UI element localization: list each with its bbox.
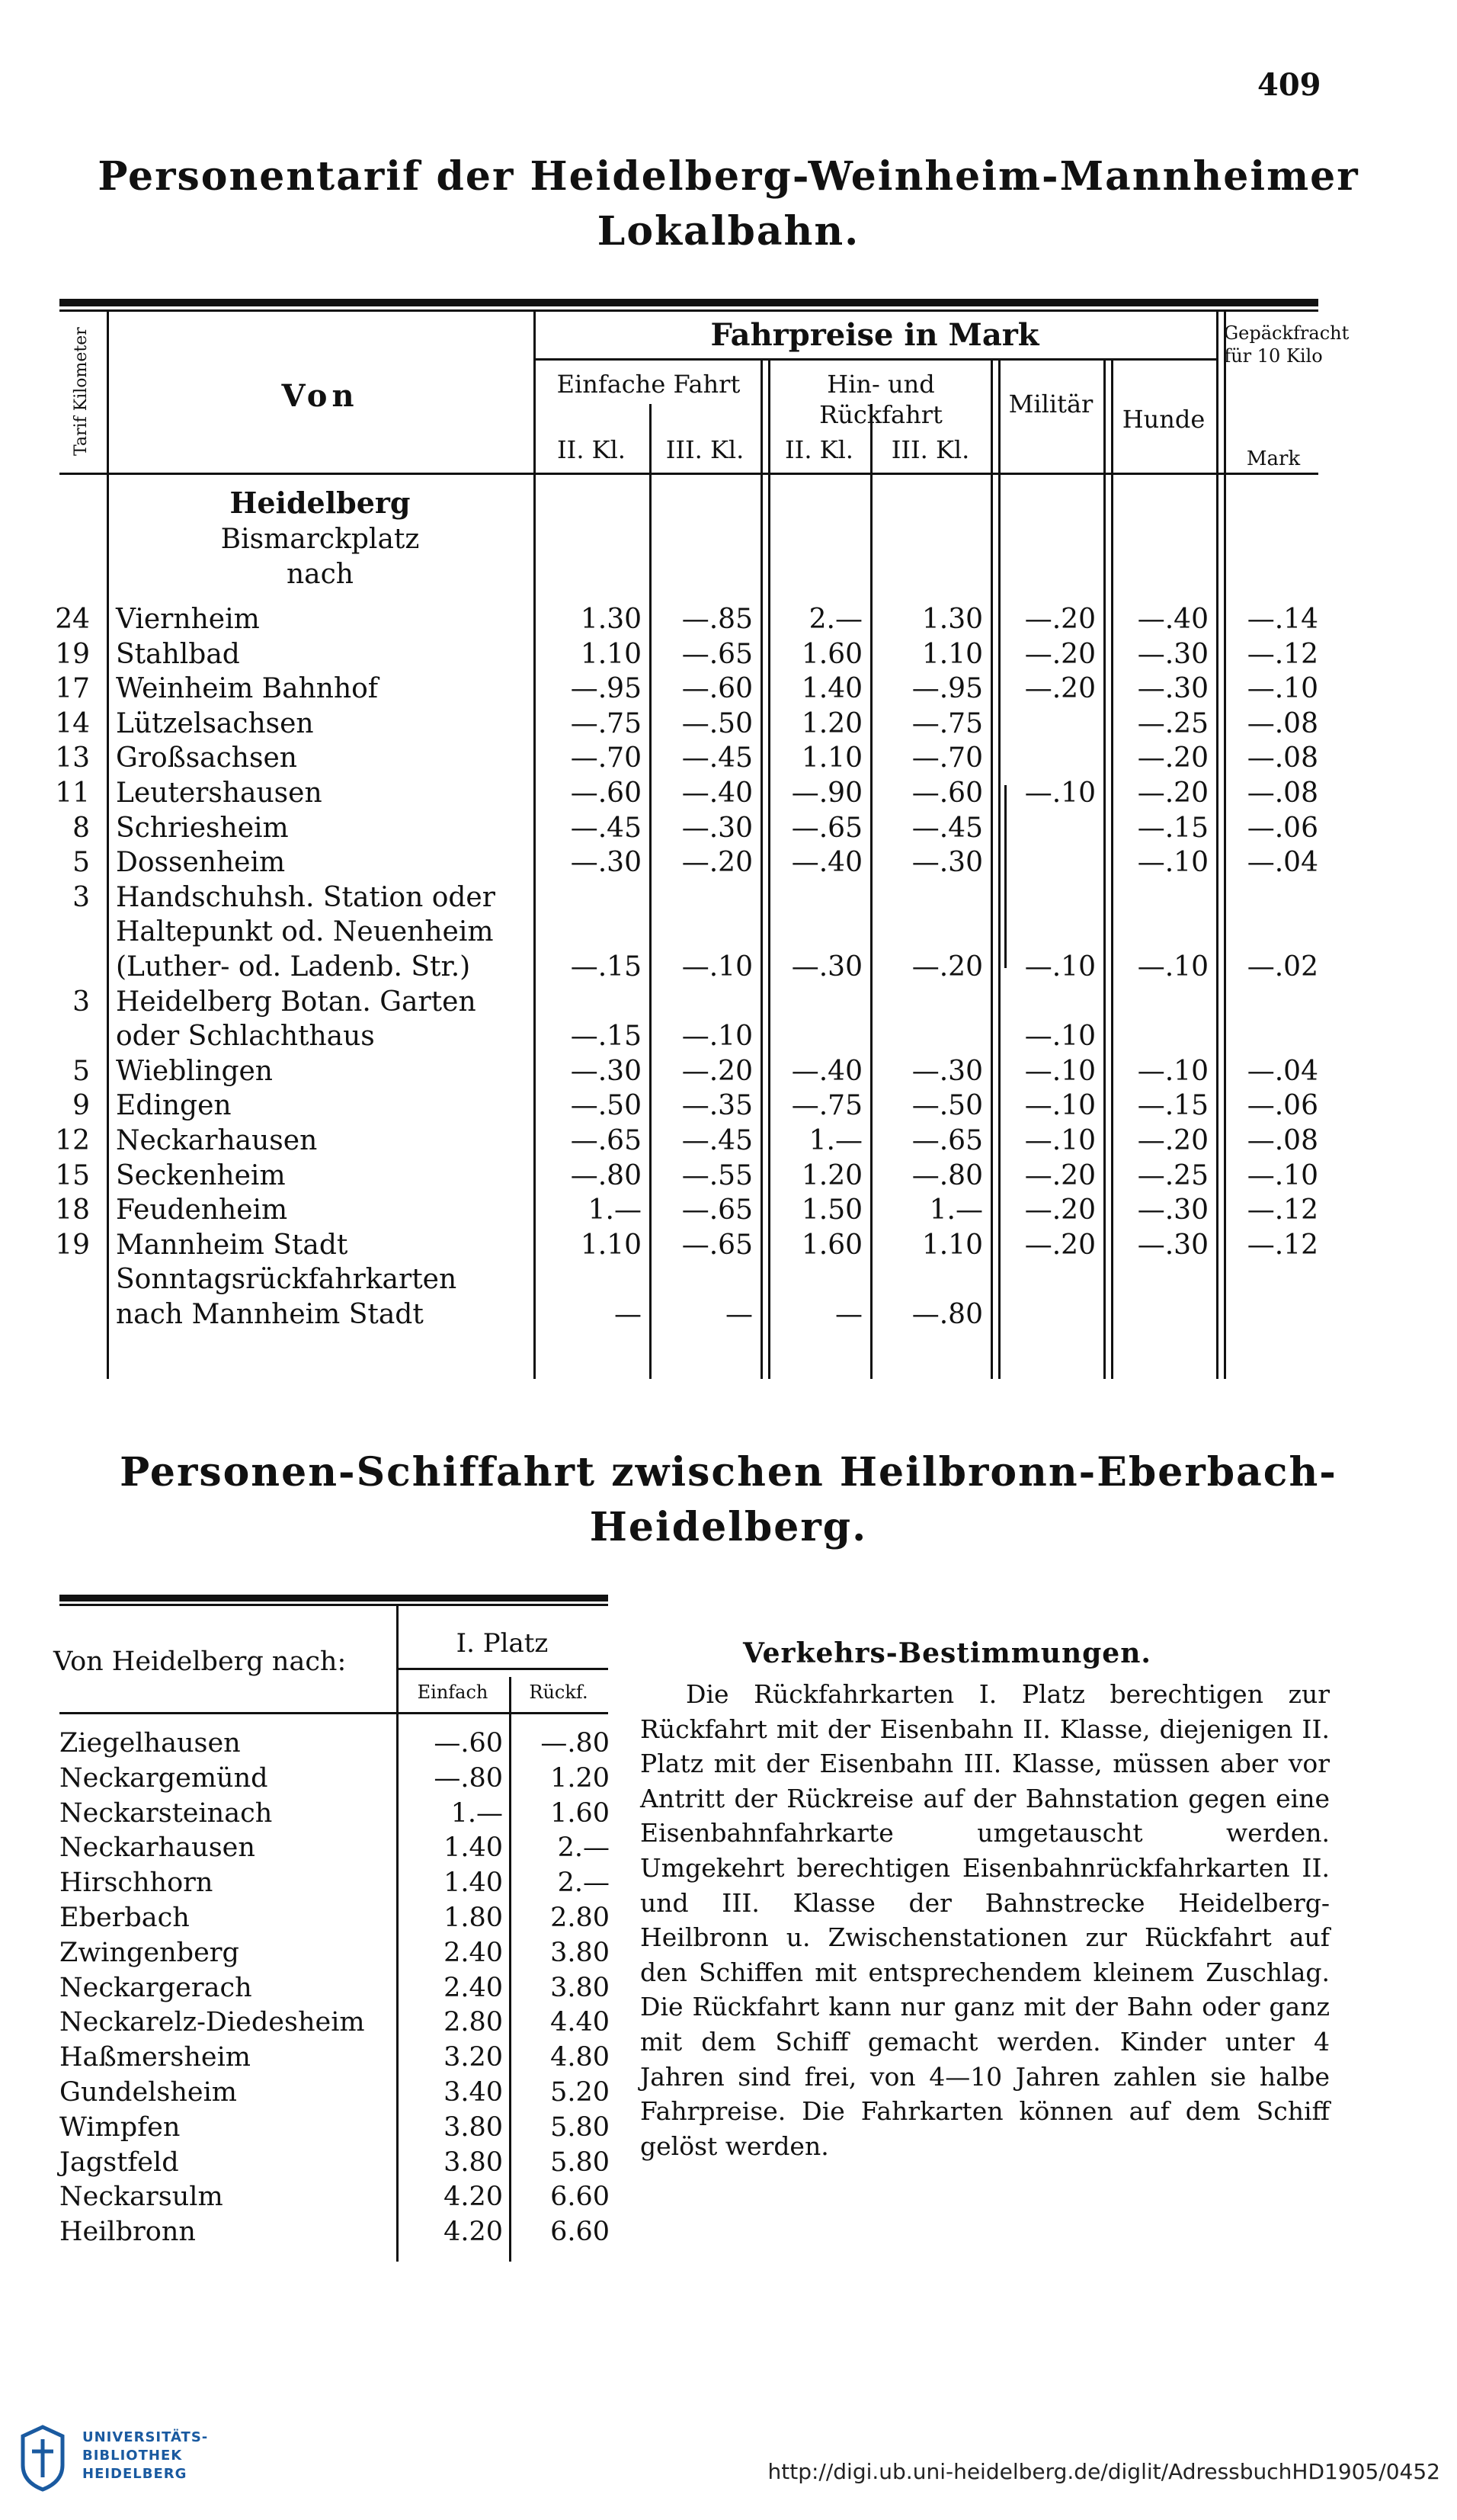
tariff-price-h3: —.95 xyxy=(911,673,983,705)
tariff-price-gep: —.08 xyxy=(1247,707,1318,739)
tariff-price-h2: 1.20 xyxy=(801,707,863,739)
tariff-station: Großsachsen xyxy=(116,742,297,774)
ship-price-rueck: 2.— xyxy=(557,1868,610,1899)
tariff-price-e3: —.60 xyxy=(681,673,753,705)
tariff-price-e2: 1.10 xyxy=(580,1229,642,1261)
tariff-price-e2: — xyxy=(614,1299,642,1330)
ship-price-rueck: 1.20 xyxy=(550,1762,610,1794)
tariff-station: Leutershausen xyxy=(116,777,322,809)
tariff-price-e2: —.15 xyxy=(570,951,642,983)
tariff-station: Wieblingen xyxy=(116,1055,273,1087)
tariff-km: 5 xyxy=(72,847,90,879)
tariff-price-gep: —.06 xyxy=(1247,1090,1318,1122)
ship-destination: Neckarsulm xyxy=(59,2182,223,2213)
ship-price-rueck: —.80 xyxy=(540,1728,610,1759)
tariff-price-gep: —.08 xyxy=(1247,742,1318,774)
tariff-price-hunde: —.30 xyxy=(1137,638,1209,670)
tariff-row xyxy=(53,1228,1341,1263)
ship-row xyxy=(53,1865,632,1900)
tariff-row xyxy=(53,1019,1341,1054)
ship-price-rueck: 6.60 xyxy=(550,2182,610,2213)
tariff-price-e2: —.65 xyxy=(570,1125,642,1156)
ship-header-rule xyxy=(59,1712,608,1714)
origin-bismarckplatz: Bismarckplatz xyxy=(220,524,420,555)
tariff-price-mil: —.10 xyxy=(1024,1125,1096,1156)
ship-price-rueck: 3.80 xyxy=(550,1937,610,1968)
tariff-row xyxy=(53,1054,1341,1089)
ship-header-rueck: Rückf. xyxy=(529,1682,588,1703)
tariff-price-e2: —.95 xyxy=(570,673,642,705)
tariff-price-e3: — xyxy=(725,1299,753,1330)
ship-top-rule xyxy=(59,1595,608,1601)
origin-heidelberg: Heidelberg xyxy=(229,486,411,520)
verkehr-text: Die Rückfahrkarten I. Platz berechtigen zur Rückfahrt mit der Eisenbahn II. Klasse, diejenigen II. Platz mit der Eisenbahn III. Klasse, müssen aber vor Antritt der Rückreise auf der Bahnstation gegen eine Eisenbahnfahrkarte umgetauscht werden. Umgekehrt berechtigen Eisenbahnrückfahrkarten II. und III. Klasse der Bahnstrecke Heidelberg-Heilbronn u. Zwischenstationen zur Rückfahrt auf den Schiffen mit entsprechendem kleinem Zuschlag. Die Rückfahrt kann nur ganz mit der Bahn oder ganz mit dem Schiff gemacht werden. Kinder unter 4 Jahren sind frei, von 4—10 Jahren zahlen sie halbe Fahrpreise. Die Fahrkarten können auf dem Schiff gelöst werden. xyxy=(640,1679,1330,2161)
ship-price-einfach: 4.20 xyxy=(444,2182,503,2213)
ship-price-rueck: 2.— xyxy=(557,1832,610,1864)
tariff-title-line2: Lokalbahn. xyxy=(597,208,860,255)
tariff-top-rule xyxy=(59,299,1318,306)
library-logo-icon xyxy=(12,2421,73,2494)
ship-destination: Ziegelhausen xyxy=(59,1728,241,1759)
tariff-station: Handschuhsh. Station oder xyxy=(116,881,495,913)
tariff-km: 12 xyxy=(55,1125,90,1156)
tariff-price-mil: —.10 xyxy=(1024,777,1096,809)
tariff-price-h2: —.30 xyxy=(791,951,863,983)
tariff-price-e2: 1.— xyxy=(588,1194,642,1226)
tariff-station: Dossenheim xyxy=(116,847,286,879)
tariff-price-mil: —.20 xyxy=(1024,1229,1096,1261)
header-bottom-rule xyxy=(59,473,1318,475)
ship-row xyxy=(53,1970,632,2005)
library-line1: UNIVERSITÄTS- xyxy=(82,2429,209,2445)
fahrpreise-rule xyxy=(533,358,1216,361)
header-fahrpreise: Fahrpreise in Mark xyxy=(710,317,1039,353)
tariff-km: 5 xyxy=(72,1055,90,1087)
tariff-km: 11 xyxy=(55,777,90,809)
tariff-row xyxy=(53,1088,1341,1124)
tariff-row xyxy=(53,950,1341,985)
ship-row xyxy=(53,2179,632,2214)
tariff-price-h3: —.80 xyxy=(911,1159,983,1191)
tariff-km: 13 xyxy=(55,742,90,774)
tariff-km: 19 xyxy=(55,638,90,670)
ship-destination: Neckargerach xyxy=(59,1972,252,2003)
ship-price-einfach: 1.40 xyxy=(444,1832,503,1864)
tariff-row xyxy=(53,1262,1341,1297)
tariff-price-e2: —.30 xyxy=(570,847,642,879)
tariff-station: Lützelsachsen xyxy=(116,707,314,739)
ship-destination: Neckarsteinach xyxy=(59,1797,273,1829)
header-einfache: Einfache Fahrt xyxy=(556,370,741,399)
tariff-price-gep: —.04 xyxy=(1247,1055,1318,1087)
tariff-price-e3: —.45 xyxy=(681,742,753,774)
ship-price-einfach: 2.40 xyxy=(444,1937,503,1968)
tariff-km: 3 xyxy=(72,986,90,1018)
tariff-station: Edingen xyxy=(116,1090,232,1122)
verkehr-heading: Verkehrs-Bestimmungen. xyxy=(743,1637,1151,1669)
ship-destination: Neckarelz-Diedesheim xyxy=(59,2007,365,2038)
tariff-km: 14 xyxy=(55,707,90,739)
tariff-km: 9 xyxy=(72,1090,90,1122)
tariff-price-gep: —.12 xyxy=(1247,1194,1318,1226)
tariff-station: oder Schlachthaus xyxy=(116,1021,375,1053)
header-hin-rueck: Hin- und Rückfahrt xyxy=(819,370,943,429)
tariff-title-line1: Personentarif der Heidelberg-Weinheim-Mannheimer xyxy=(98,153,1359,200)
tariff-price-e3: —.50 xyxy=(681,707,753,739)
tariff-price-e2: —.45 xyxy=(570,812,642,844)
ship-price-einfach: 2.40 xyxy=(444,1972,503,2003)
ship-row xyxy=(53,2075,632,2110)
header-hunde: Hunde xyxy=(1122,405,1206,434)
tariff-price-hunde: —.15 xyxy=(1137,1090,1209,1122)
ship-destination: Eberbach xyxy=(59,1903,190,1933)
tariff-row xyxy=(53,741,1341,776)
ship-price-einfach: 3.80 xyxy=(444,2146,503,2178)
tariff-price-hunde: —.30 xyxy=(1137,1229,1209,1261)
tariff-price-mil: —.10 xyxy=(1024,1021,1096,1053)
tariff-station: Weinheim Bahnhof xyxy=(116,673,379,705)
ship-row xyxy=(53,2110,632,2145)
ship-top-rule-thin xyxy=(59,1604,608,1606)
tariff-price-mil: —.10 xyxy=(1024,1055,1096,1087)
ship-title-line1: Personen-Schiffahrt zwischen Heilbronn-Eberbach- xyxy=(120,1449,1337,1496)
library-line2: BIBLIOTHEK xyxy=(82,2448,183,2464)
tariff-price-h3: —.75 xyxy=(911,707,983,739)
tariff-row xyxy=(53,845,1341,880)
ship-row xyxy=(53,1935,632,1970)
tariff-price-h2: 1.60 xyxy=(801,638,863,670)
ship-header-von: Von Heidelberg nach: xyxy=(53,1646,347,1677)
tariff-price-e3: —.65 xyxy=(681,1229,753,1261)
tariff-km: 15 xyxy=(55,1159,90,1191)
ship-platz-rule xyxy=(396,1668,608,1670)
tariff-price-h2: —.75 xyxy=(791,1090,863,1122)
tariff-price-mil: —.20 xyxy=(1024,673,1096,705)
tariff-price-h3: —.30 xyxy=(911,1055,983,1087)
tariff-price-e2: —.15 xyxy=(570,1021,642,1053)
ship-price-einfach: 2.80 xyxy=(444,2007,503,2038)
tariff-price-hunde: —.10 xyxy=(1137,1055,1209,1087)
tariff-station: Neckarhausen xyxy=(116,1125,318,1156)
source-url[interactable]: http://digi.ub.uni-heidelberg.de/diglit/AdressbuchHD1905/0452 xyxy=(767,2459,1440,2484)
tariff-price-hunde: —.25 xyxy=(1137,707,1209,739)
tariff-price-e2: —.70 xyxy=(570,742,642,774)
tariff-price-hunde: —.30 xyxy=(1137,673,1209,705)
tariff-station: nach Mannheim Stadt xyxy=(116,1299,424,1330)
tariff-price-gep: —.12 xyxy=(1247,1229,1318,1261)
tariff-station: (Luther- od. Ladenb. Str.) xyxy=(116,951,471,983)
tariff-km: 3 xyxy=(72,881,90,913)
tariff-price-hunde: —.40 xyxy=(1137,604,1209,635)
ship-row xyxy=(53,1726,632,1761)
tariff-price-h3: 1.10 xyxy=(921,638,983,670)
tariff-price-e3: —.35 xyxy=(681,1090,753,1122)
tariff-station: Viernheim xyxy=(116,604,260,635)
tariff-price-gep: —.08 xyxy=(1247,777,1318,809)
tariff-row xyxy=(53,1297,1341,1332)
tariff-price-hunde: —.25 xyxy=(1137,1159,1209,1191)
ship-row xyxy=(53,1761,632,1796)
tariff-price-gep: —.02 xyxy=(1247,951,1318,983)
tariff-price-h2: 1.— xyxy=(809,1125,863,1156)
tariff-price-h3: —.30 xyxy=(911,847,983,879)
tariff-price-hunde: —.15 xyxy=(1137,812,1209,844)
tariff-price-h2: 1.20 xyxy=(801,1159,863,1191)
tariff-price-h2: —.65 xyxy=(791,812,863,844)
tariff-station: Sonntagsrückfahrkarten xyxy=(116,1264,457,1296)
tariff-price-hunde: —.10 xyxy=(1137,951,1209,983)
tariff-price-h2: 1.50 xyxy=(801,1194,863,1226)
ship-price-rueck: 2.80 xyxy=(550,1903,610,1933)
tariff-price-mil: —.20 xyxy=(1024,1194,1096,1226)
ship-row xyxy=(53,2145,632,2180)
tariff-price-gep: —.12 xyxy=(1247,638,1318,670)
tariff-row xyxy=(53,1124,1341,1159)
militaer-bracket xyxy=(1004,785,1013,968)
tariff-station: Feudenheim xyxy=(116,1194,288,1226)
header-h-kl3: III. Kl. xyxy=(891,435,970,464)
ship-row xyxy=(53,2005,632,2040)
tariff-price-e3: —.10 xyxy=(681,1021,753,1053)
tariff-row xyxy=(53,672,1341,707)
ship-destination: Wimpfen xyxy=(59,2111,181,2143)
tariff-price-mil: —.10 xyxy=(1024,1090,1096,1122)
tariff-row xyxy=(53,776,1341,811)
tariff-price-e3: —.20 xyxy=(681,1055,753,1087)
tariff-price-mil: —.10 xyxy=(1024,951,1096,983)
tariff-station: Seckenheim xyxy=(116,1159,286,1191)
tariff-price-h3: 1.10 xyxy=(921,1229,983,1261)
tariff-km: 19 xyxy=(55,1229,90,1261)
ship-price-einfach: 3.40 xyxy=(444,2077,503,2108)
tariff-price-mil: —.20 xyxy=(1024,638,1096,670)
ship-price-rueck: 5.20 xyxy=(550,2077,610,2108)
tariff-row xyxy=(53,1193,1341,1228)
tariff-station: Stahlbad xyxy=(116,638,240,670)
ship-row xyxy=(53,2040,632,2075)
tariff-row xyxy=(53,985,1341,1020)
tariff-price-mil: —.20 xyxy=(1024,1159,1096,1191)
header-militaer: Militär xyxy=(1008,390,1094,418)
tariff-price-e3: —.40 xyxy=(681,777,753,809)
ship-row xyxy=(53,1900,632,1935)
tariff-station: Haltepunkt od. Neuenheim xyxy=(116,916,494,948)
tariff-row xyxy=(53,880,1341,915)
ship-row xyxy=(53,1796,632,1831)
tariff-price-e2: —.80 xyxy=(570,1159,642,1191)
tariff-price-h2: —.90 xyxy=(791,777,863,809)
tariff-price-h3: —.70 xyxy=(911,742,983,774)
tariff-price-h3: 1.30 xyxy=(921,604,983,635)
header-km: Tarif Kilometer xyxy=(72,327,91,456)
tariff-price-h3: —.45 xyxy=(911,812,983,844)
tariff-price-hunde: —.20 xyxy=(1137,742,1209,774)
ship-destination: Hirschhorn xyxy=(59,1868,213,1899)
tariff-station: Heidelberg Botan. Garten xyxy=(116,986,476,1018)
tariff-price-e2: —.50 xyxy=(570,1090,642,1122)
tariff-price-h3: 1.— xyxy=(929,1194,983,1226)
library-name xyxy=(82,2429,208,2483)
header-h-kl2: II. Kl. xyxy=(785,435,853,464)
tariff-price-e3: —.45 xyxy=(681,1125,753,1156)
ship-price-einfach: —.60 xyxy=(434,1728,503,1759)
tariff-price-hunde: —.10 xyxy=(1137,847,1209,879)
tariff-price-gep: —.08 xyxy=(1247,1125,1318,1156)
tariff-row xyxy=(53,707,1341,742)
tariff-price-e2: —.60 xyxy=(570,777,642,809)
tariff-row xyxy=(53,602,1341,637)
tariff-station: Mannheim Stadt xyxy=(116,1229,348,1261)
header-e-kl2: II. Kl. xyxy=(557,435,626,464)
tariff-price-e3: —.65 xyxy=(681,638,753,670)
tariff-price-gep: —.04 xyxy=(1247,847,1318,879)
ship-destination: Haßmersheim xyxy=(59,2042,251,2073)
library-line3: HEIDELBERG xyxy=(82,2466,187,2482)
tariff-price-h3: —.60 xyxy=(911,777,983,809)
ship-destination: Gundelsheim xyxy=(59,2077,237,2108)
tariff-price-h2: 1.40 xyxy=(801,673,863,705)
tariff-price-h3: —.80 xyxy=(911,1299,983,1330)
tariff-price-hunde: —.20 xyxy=(1137,777,1209,809)
tariff-row xyxy=(53,811,1341,846)
tariff-top-rule-thin xyxy=(59,309,1318,312)
ship-row xyxy=(53,2214,632,2249)
tariff-km: 24 xyxy=(55,604,90,635)
tariff-price-gep: —.10 xyxy=(1247,673,1318,705)
tariff-price-hunde: —.20 xyxy=(1137,1125,1209,1156)
tariff-price-gep: —.06 xyxy=(1247,812,1318,844)
tariff-price-h3: —.50 xyxy=(911,1090,983,1122)
tariff-price-e2: 1.10 xyxy=(580,638,642,670)
tariff-price-e3: —.20 xyxy=(681,847,753,879)
ship-header-einfach: Einfach xyxy=(417,1682,488,1703)
header-gepaeck: Gepäckfracht für 10 Kilo xyxy=(1224,322,1350,367)
ship-price-einfach: 3.80 xyxy=(444,2111,503,2143)
tariff-price-gep: —.10 xyxy=(1247,1159,1318,1191)
tariff-price-h2: — xyxy=(835,1299,863,1330)
ship-price-einfach: 1.80 xyxy=(444,1903,503,1933)
ship-destination: Heilbronn xyxy=(59,2217,196,2248)
ship-price-rueck: 1.60 xyxy=(550,1797,610,1829)
tariff-km: 17 xyxy=(55,673,90,705)
tariff-price-e2: —.75 xyxy=(570,707,642,739)
tariff-km: 8 xyxy=(72,812,90,844)
tariff-price-e3: —.65 xyxy=(681,1194,753,1226)
header-von: Von xyxy=(281,378,359,414)
tariff-price-h2: —.40 xyxy=(791,847,863,879)
ship-destination: Neckarhausen xyxy=(59,1832,255,1864)
tariff-price-h3: —.20 xyxy=(911,951,983,983)
ship-price-einfach: 4.20 xyxy=(444,2217,503,2248)
ship-price-einfach: 3.20 xyxy=(444,2042,503,2073)
tariff-price-h2: 1.60 xyxy=(801,1229,863,1261)
ship-price-rueck: 4.80 xyxy=(550,2042,610,2073)
ship-price-einfach: 1.— xyxy=(450,1797,503,1829)
tariff-price-h2: —.40 xyxy=(791,1055,863,1087)
ship-destination: Zwingenberg xyxy=(59,1937,239,1968)
tariff-price-mil: —.20 xyxy=(1024,604,1096,635)
ship-price-rueck: 5.80 xyxy=(550,2111,610,2143)
tariff-price-e3: —.10 xyxy=(681,951,753,983)
tariff-price-e3: —.30 xyxy=(681,812,753,844)
tariff-km: 18 xyxy=(55,1194,90,1226)
tariff-row xyxy=(53,637,1341,672)
tariff-price-e2: 1.30 xyxy=(580,604,642,635)
tariff-price-e3: —.55 xyxy=(681,1159,753,1191)
tariff-station: Schriesheim xyxy=(116,812,289,844)
origin-nach: nach xyxy=(287,559,354,590)
tariff-row xyxy=(53,915,1341,950)
tariff-price-e3: —.85 xyxy=(681,604,753,635)
tariff-price-h2: 1.10 xyxy=(801,742,863,774)
tariff-price-gep: —.14 xyxy=(1247,604,1318,635)
ship-price-rueck: 5.80 xyxy=(550,2146,610,2178)
ship-header-platz: I. Platz xyxy=(456,1628,549,1659)
ship-price-einfach: —.80 xyxy=(434,1762,503,1794)
ship-destination: Jagstfeld xyxy=(59,2146,179,2178)
header-e-kl3: III. Kl. xyxy=(665,435,745,464)
tariff-price-hunde: —.30 xyxy=(1137,1194,1209,1226)
ship-row xyxy=(53,1830,632,1865)
ship-price-einfach: 1.40 xyxy=(444,1868,503,1899)
tariff-price-h2: 2.— xyxy=(809,604,863,635)
ship-price-rueck: 4.40 xyxy=(550,2007,610,2038)
ship-destination: Neckargemünd xyxy=(59,1762,268,1794)
ship-title-line2: Heidelberg. xyxy=(589,1504,868,1550)
ship-price-rueck: 3.80 xyxy=(550,1972,610,2003)
ship-price-rueck: 6.60 xyxy=(550,2217,610,2248)
tariff-row xyxy=(53,1159,1341,1194)
header-mark: Mark xyxy=(1246,447,1301,470)
page-number: 409 xyxy=(1257,67,1321,103)
tariff-price-e2: —.30 xyxy=(570,1055,642,1087)
tariff-price-h3: —.65 xyxy=(911,1125,983,1156)
